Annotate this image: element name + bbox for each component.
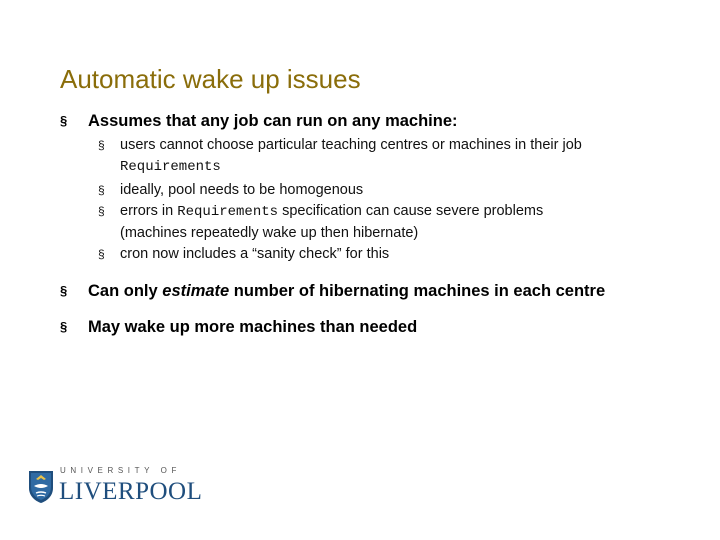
bullet-text: Assumes that any job can run on any machine:	[88, 112, 458, 130]
sub-bullet-text: specification can cause severe problems	[278, 203, 544, 219]
code-requirements: Requirements	[177, 204, 279, 220]
sub-bullet-item	[60, 201, 700, 244]
slide-title: Automatic wake up issues	[60, 64, 361, 94]
bullet-item	[60, 280, 700, 302]
bullet-item	[60, 316, 700, 338]
sub-bullet-text: ideally, pool needs to be homogenous	[120, 182, 364, 198]
bullet-emphasis: estimate	[162, 282, 230, 300]
sub-bullet-text: (machines repeatedly wake up then hibernate)	[120, 225, 419, 241]
sub-bullet-item	[60, 135, 700, 178]
logo-university-of: UNIVERSITY OF	[60, 466, 181, 475]
bullet-text: May wake up more machines than needed	[88, 318, 418, 336]
sub-bullet-item	[60, 244, 700, 265]
bullet-icon: §	[60, 113, 68, 128]
bullet-icon: §	[60, 283, 68, 298]
bullet-icon: §	[98, 138, 105, 152]
bullet-text: number of hibernating machines in each centre	[229, 282, 606, 300]
bullet-text: Can only	[88, 282, 163, 300]
logo-liverpool: LIVERPOOL	[59, 478, 203, 505]
code-requirements: Requirements	[120, 159, 221, 175]
sub-bullet-text: errors in	[120, 203, 178, 219]
sub-bullet-text: cron now includes a “sanity check” for this	[120, 246, 390, 262]
university-logo	[28, 466, 203, 512]
sub-bullet-item	[60, 180, 700, 201]
bullet-icon: §	[98, 204, 105, 218]
bullet-icon: §	[98, 247, 105, 261]
bullet-item	[60, 110, 700, 132]
university-crest-icon	[28, 470, 54, 504]
sub-bullet-text: users cannot choose particular teaching centres or machines in their job	[120, 137, 582, 153]
bullet-icon: §	[60, 319, 68, 334]
bullet-icon: §	[98, 183, 105, 197]
slide-content	[60, 110, 700, 338]
